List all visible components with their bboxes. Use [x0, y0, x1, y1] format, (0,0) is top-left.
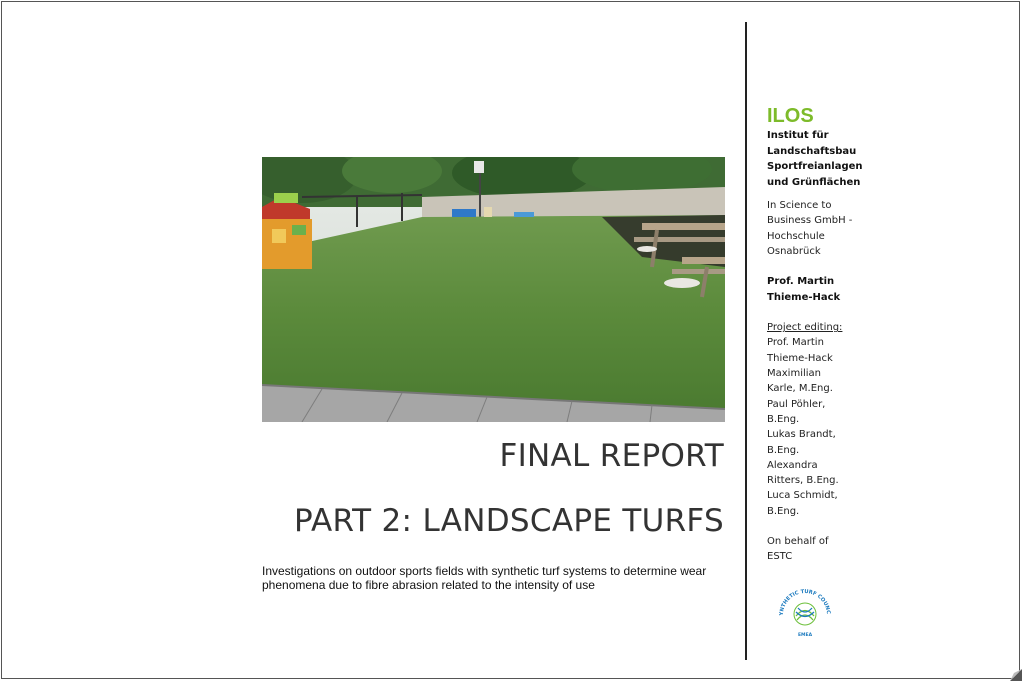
- editor-line: Prof. Martin: [767, 337, 824, 349]
- editor-line: Maximilian: [767, 368, 821, 380]
- report-title: FINAL REPORT: [499, 438, 724, 474]
- org-line: Business GmbH -: [767, 215, 853, 227]
- author-line: Thieme-Hack: [767, 291, 841, 303]
- page-curl-corner: [1010, 669, 1022, 681]
- editor-line: B.Eng.: [767, 413, 800, 425]
- institute-line: Sportfreianlagen: [767, 161, 863, 172]
- org-line: In Science to: [767, 200, 832, 211]
- author-line: Prof. Martin: [767, 276, 835, 288]
- editor-line: B.Eng.: [767, 444, 800, 456]
- on-behalf-of: [767, 534, 877, 565]
- org-line: Hochschule: [767, 230, 825, 242]
- editor-line: Lukas Brandt,: [767, 429, 836, 441]
- institute-line: und Grünflächen: [767, 176, 861, 188]
- cover-photo-artificial-turf: [262, 157, 725, 422]
- editor-line: Thieme-Hack: [767, 352, 833, 364]
- vertical-divider: [745, 22, 747, 660]
- org-line: Osnabrück: [767, 245, 821, 257]
- editor-line: Luca Schmidt,: [767, 490, 838, 502]
- editors-list: [767, 335, 877, 519]
- synthetic-turf-council-logo: [776, 585, 834, 641]
- logo-arc-text: YNTHETIC TURF COUNC: [778, 588, 832, 616]
- brand-ilos: ILOS: [767, 105, 814, 127]
- behalf-line: On behalf of: [767, 536, 829, 548]
- organization: [767, 198, 877, 259]
- report-description: Investigations on outdoor sports fields with synthetic turf systems to determine wear phenomena due to fibre abrasion related to the intensity of use: [262, 564, 707, 592]
- editor-line: Karle, M.Eng.: [767, 383, 833, 395]
- institute-line: Landschaftsbau: [767, 145, 857, 157]
- report-subtitle: PART 2: LANDSCAPE TURFS: [294, 503, 724, 539]
- editor-line: Paul Pöhler,: [767, 398, 826, 410]
- editor-line: Alexandra: [767, 459, 818, 471]
- editor-line: Ritters, B.Eng.: [767, 475, 839, 487]
- editor-line: B.Eng.: [767, 505, 800, 517]
- project-editing-label: Project editing:: [767, 322, 843, 334]
- institute-line: Institut für: [767, 130, 829, 141]
- behalf-line: ESTC: [767, 551, 793, 563]
- institute-name: [767, 128, 877, 190]
- author: [767, 274, 877, 305]
- sidebar: [767, 104, 877, 565]
- logo-sub-text: EMEA: [797, 633, 813, 638]
